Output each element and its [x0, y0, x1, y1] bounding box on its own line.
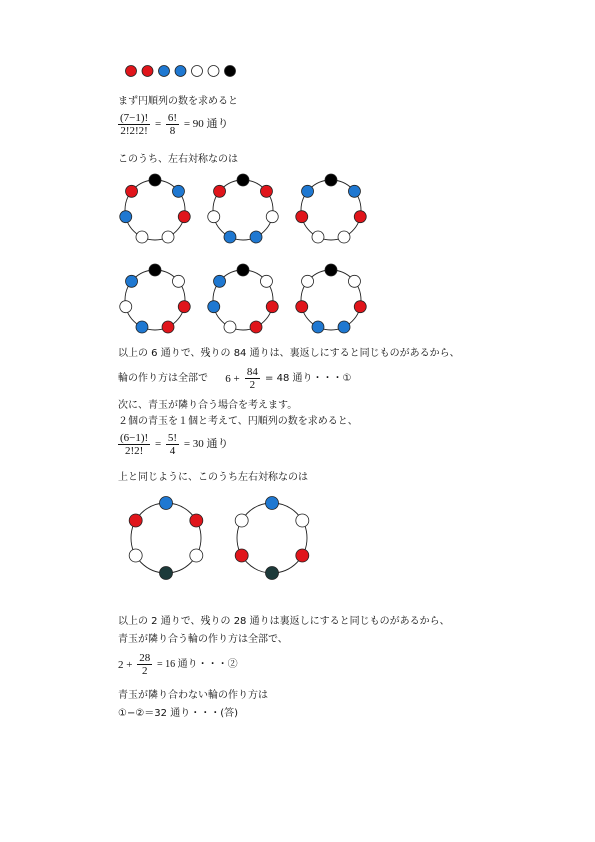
symmetric-necklaces-group-b — [120, 496, 320, 588]
eq1-denominator2: 8 — [169, 125, 176, 137]
bead-row — [120, 60, 250, 82]
symmetric-necklaces-group-a — [115, 168, 385, 338]
eq2-numerator: (6−1)! — [120, 432, 149, 444]
final-answer: ①−②＝32 通り・・・(答) — [118, 708, 239, 719]
necklace-a-4 — [120, 264, 190, 333]
necklace-a-6 — [296, 264, 366, 333]
total-line-1 — [118, 366, 351, 391]
total-prefix: 輪の作り方は全部で — [118, 372, 208, 384]
next-case-line: 次に、青玉が隣り合う場合を考えます。 — [118, 400, 298, 411]
red-bead — [178, 211, 190, 223]
total-frac-num: 84 — [246, 366, 258, 378]
red-bead — [266, 301, 278, 313]
red-bead — [296, 211, 308, 223]
blue-bead — [338, 321, 350, 333]
eq2-result: = 30 通り — [183, 438, 229, 451]
white-bead — [208, 66, 219, 77]
symmetric-intro-line-2: 上と同じように、このうち左右対称なのは — [118, 472, 308, 483]
total-frac-den: 2 — [249, 379, 256, 391]
adjacent-total-intro: 青玉が隣り合う輪の作り方は全部で、 — [118, 634, 288, 645]
red-bead — [178, 301, 190, 313]
treat-blue-as-one-line: ２個の青玉を１個と考えて、円順列の数を求めると、 — [118, 416, 358, 427]
black-bead — [149, 264, 161, 276]
total2-expr-rest: = 16 通り・・・② — [156, 658, 238, 670]
total2-expr-a: 2 + — [118, 658, 133, 671]
eq1-numerator2: 6! — [167, 112, 178, 124]
red-bead — [296, 549, 309, 562]
red-bead — [235, 549, 248, 562]
blue-bead — [208, 301, 220, 313]
remaining-line-2: 以上の 2 通りで、残りの 28 通りは裏返しにすると同じものがあるから、 — [118, 616, 450, 627]
red-bead — [190, 514, 203, 527]
white-bead — [192, 66, 203, 77]
red-bead — [296, 301, 308, 313]
necklace-a-5 — [208, 264, 278, 333]
black-bead — [325, 264, 337, 276]
white-bead — [266, 211, 278, 223]
necklace-b-1 — [129, 497, 203, 580]
black-bead — [325, 174, 337, 186]
red-bead — [354, 301, 366, 313]
white-bead — [172, 275, 184, 287]
total-expr-rest: = 48 通り・・・① — [265, 372, 352, 384]
white-bead — [296, 514, 309, 527]
dark-bead — [160, 567, 173, 580]
blue-bead — [214, 275, 226, 287]
blue-bead — [224, 231, 236, 243]
blue-bead — [302, 185, 314, 197]
black-bead — [237, 174, 249, 186]
white-bead — [136, 231, 148, 243]
white-bead — [190, 549, 203, 562]
blue-bead — [159, 66, 170, 77]
remaining-line-1: 以上の 6 通りで、残りの 84 通りは、裏返しにすると同じものがあるから、 — [118, 348, 460, 359]
necklace-ring — [237, 503, 307, 573]
red-bead — [129, 514, 142, 527]
blue-bead — [160, 497, 173, 510]
blue-bead — [266, 497, 279, 510]
total2-frac-den: 2 — [141, 665, 148, 677]
blue-bead — [312, 321, 324, 333]
eq2-denominator2: 4 — [169, 445, 176, 457]
white-bead — [224, 321, 236, 333]
red-bead — [214, 185, 226, 197]
red-bead — [354, 211, 366, 223]
total2-frac-num: 28 — [139, 652, 151, 664]
red-bead — [126, 66, 137, 77]
black-bead — [237, 264, 249, 276]
eq1-equals: = — [154, 118, 162, 131]
white-bead — [348, 275, 360, 287]
eq1-denominator: 2!2!2! — [120, 125, 148, 137]
necklace-a-3 — [296, 174, 366, 243]
symmetric-intro-line: このうち、左右対称なのは — [118, 154, 238, 165]
intro-line: まず円順列の数を求めると — [118, 96, 238, 107]
equation-circular-permutation-1 — [116, 112, 229, 137]
total-expr-a: 6 + — [225, 372, 240, 385]
white-bead — [260, 275, 272, 287]
non-adjacent-intro: 青玉が隣り合わない輪の作り方は — [118, 690, 268, 701]
eq2-equals: = — [154, 438, 162, 451]
red-bead — [260, 185, 272, 197]
red-bead — [126, 185, 138, 197]
blue-bead — [175, 66, 186, 77]
eq1-result: = 90 通り — [183, 118, 229, 131]
blue-bead — [120, 211, 132, 223]
white-bead — [235, 514, 248, 527]
white-bead — [338, 231, 350, 243]
equation-circular-permutation-2 — [116, 432, 229, 457]
necklace-b-2 — [235, 497, 309, 580]
white-bead — [302, 275, 314, 287]
white-bead — [129, 549, 142, 562]
red-bead — [142, 66, 153, 77]
white-bead — [208, 211, 220, 223]
black-bead — [225, 66, 236, 77]
blue-bead — [172, 185, 184, 197]
black-bead — [149, 174, 161, 186]
blue-bead — [136, 321, 148, 333]
eq1-numerator: (7−1)! — [120, 112, 149, 124]
white-bead — [120, 301, 132, 313]
dark-bead — [266, 567, 279, 580]
white-bead — [312, 231, 324, 243]
eq2-denominator: 2!2! — [124, 445, 144, 457]
necklace-a-2 — [208, 174, 278, 243]
blue-bead — [250, 231, 262, 243]
red-bead — [162, 321, 174, 333]
red-bead — [250, 321, 262, 333]
white-bead — [162, 231, 174, 243]
necklace-a-1 — [120, 174, 190, 243]
total-line-2 — [118, 652, 238, 677]
blue-bead — [126, 275, 138, 287]
blue-bead — [348, 185, 360, 197]
eq2-numerator2: 5! — [167, 432, 178, 444]
necklace-ring — [131, 503, 201, 573]
